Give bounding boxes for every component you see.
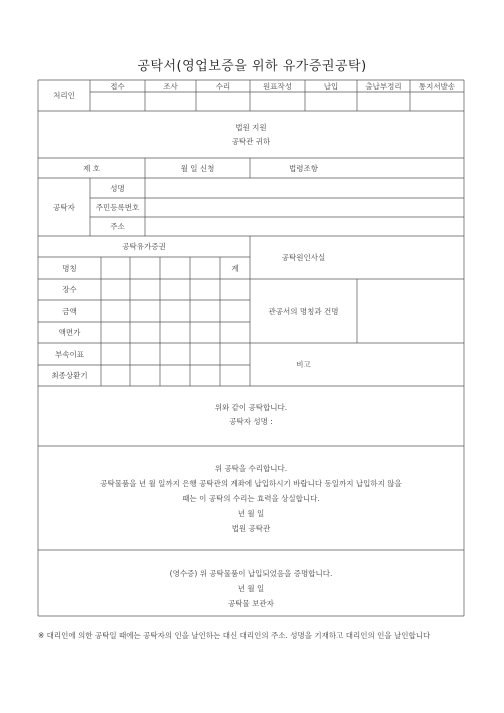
- deposit-cause-label: 공탁원인사실: [281, 253, 326, 262]
- form-title: 공탁서(영업보증을 위하 유가증권공탁): [137, 59, 367, 74]
- securities-total-label: 계: [231, 263, 239, 273]
- depositor-label: 공탁자: [53, 202, 75, 212]
- acceptance-text: 위 공탁을 수리합니다.: [214, 464, 288, 473]
- processor-col-ledger: 원표작성: [263, 81, 292, 91]
- depositor-signature-line: 공탁자 성명 :: [229, 417, 273, 426]
- securities-header: 공탁유가증권: [122, 242, 166, 251]
- securities-row-count: 장수: [62, 285, 77, 294]
- depositor-id-label: 주민등록번호: [95, 203, 140, 212]
- processor-col-payment: 납입: [323, 81, 339, 91]
- deposit-cause-field[interactable]: [357, 236, 464, 279]
- depositor-address-field[interactable]: [145, 217, 464, 236]
- depositor-name-field[interactable]: [145, 178, 464, 198]
- receipt-custodian: 공탁물 보관자: [228, 599, 274, 608]
- securities-row-coupon: 부속이표: [55, 349, 84, 359]
- payment-instruction: 공탁물품을 년 월 일까지 은행 공탁관의 계좌에 납입하시기 바랍니다 동일까지 납입하지 않을: [100, 479, 402, 488]
- processor-label: 처리인: [53, 91, 75, 100]
- application-date-label: 월 일 신청: [180, 163, 215, 173]
- receipt-date: 년 월 일: [237, 584, 265, 593]
- declaration-text: 위와 같이 공탁합니다.: [214, 403, 288, 412]
- receipt-text: (영수증) 위 공탁물품이 납입되었음을 증명합니다.: [169, 569, 333, 578]
- securities-row-name: 명칭: [62, 263, 77, 273]
- processor-col-review: 조사: [163, 81, 178, 91]
- case-number-label: 제 호: [83, 163, 100, 173]
- office-name-field[interactable]: [357, 279, 464, 343]
- securities-row-maturity: 최종상환기: [51, 371, 88, 380]
- court-line: 법원 지원: [235, 123, 267, 132]
- processor-col-receipt: 접수: [110, 81, 125, 91]
- processor-col-cashbook: 출납부정리: [365, 81, 402, 91]
- depositor-id-field[interactable]: [145, 198, 464, 217]
- securities-row-amount: 금액: [62, 306, 77, 316]
- office-name-label: 관공서의 명칭과 건명: [268, 306, 339, 316]
- officer-line: 공탁관 귀하: [231, 137, 271, 146]
- remark-label: 비고: [296, 360, 311, 369]
- acceptance-officer: 법원 공탁관: [231, 524, 271, 533]
- expiry-notice: 때는 이 공탁의 수리는 효력을 상실합니다.: [182, 494, 320, 503]
- remark-field[interactable]: [357, 343, 464, 386]
- law-article-field[interactable]: [357, 158, 464, 178]
- law-article-label: 법령조항: [289, 163, 318, 173]
- acceptance-date: 년 월 일: [237, 509, 265, 518]
- processor-col-accept: 수리: [215, 81, 231, 91]
- depositor-address-label: 주소: [110, 222, 125, 231]
- processor-col-notice: 통지서발송: [418, 81, 456, 91]
- depositor-name-label: 성명: [110, 183, 125, 193]
- footnote: ※ 대리인에 의한 공탁일 때에는 공탁자의 인을 날인하는 대신 대리인의 주소. 성명을 기재하고 대리인의 인을 날인합니다: [38, 631, 431, 640]
- securities-row-face-value: 액면가: [58, 328, 81, 337]
